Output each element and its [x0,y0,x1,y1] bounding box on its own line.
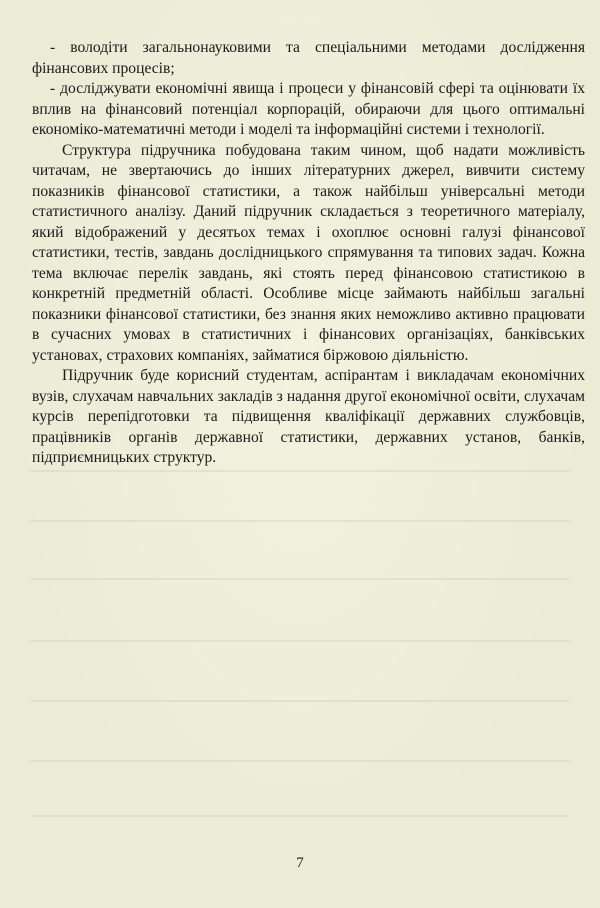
show-through-line [30,520,570,522]
bullet-item: - досліджувати економічні явища і процеси у фінансовій сфері та оцінювати їх вплив на фінансовий потенціал корпорацій, обираючи для цього оптимальні економіко-математичні методи і моделі та інформаційні системи і технології. [32,80,585,138]
show-through-line [30,700,570,702]
show-through-line [30,760,570,762]
show-through-line [30,640,570,642]
show-through-line [30,470,570,472]
body-text [32,38,585,469]
paragraph: Підручник буде корисний студентам, аспірантам і викладачам економічних вузів, слухачам навчальних закладів з надання другої економічної освіти, слухачам курсів перепідготовки та підвищення кваліфікації державних службовців, працівників органів державної статистики, державних установ, банків, підприємницьких структур. [32,367,585,466]
show-through-line [30,815,570,817]
paragraph: Структура підручника побудована таким чином, щоб надати можливість читачам, не звертаючись до інших літературних джерел, вивчити систему показників фінансової статистики, а також найбільш універсальні методи статистичного аналізу. Даний підручник складається з теоретичного матеріалу, який відображений у десятьох темах і охоплює основні галузі фінансової статистики, тестів, завдань дослідницького спрямування та типових задач. Кожна тема включає перелік завдань, які стоять перед фінансовою статистикою в конкретній предметній області. Особливе місце займають найбільш загальні показники фінансової статистики, без знання яких неможливо активно працювати в сучасних умовах в статистичних і фінансових організаціях, банківських установах, страхових компаніях, займатися біржовою діяльністю. [32,141,585,364]
show-through-line [30,578,570,580]
page-number: 7 [296,855,304,871]
bullet-item: - володіти загальнонауковими та спеціальними методами дослідження фінансових процесів; [32,39,585,77]
